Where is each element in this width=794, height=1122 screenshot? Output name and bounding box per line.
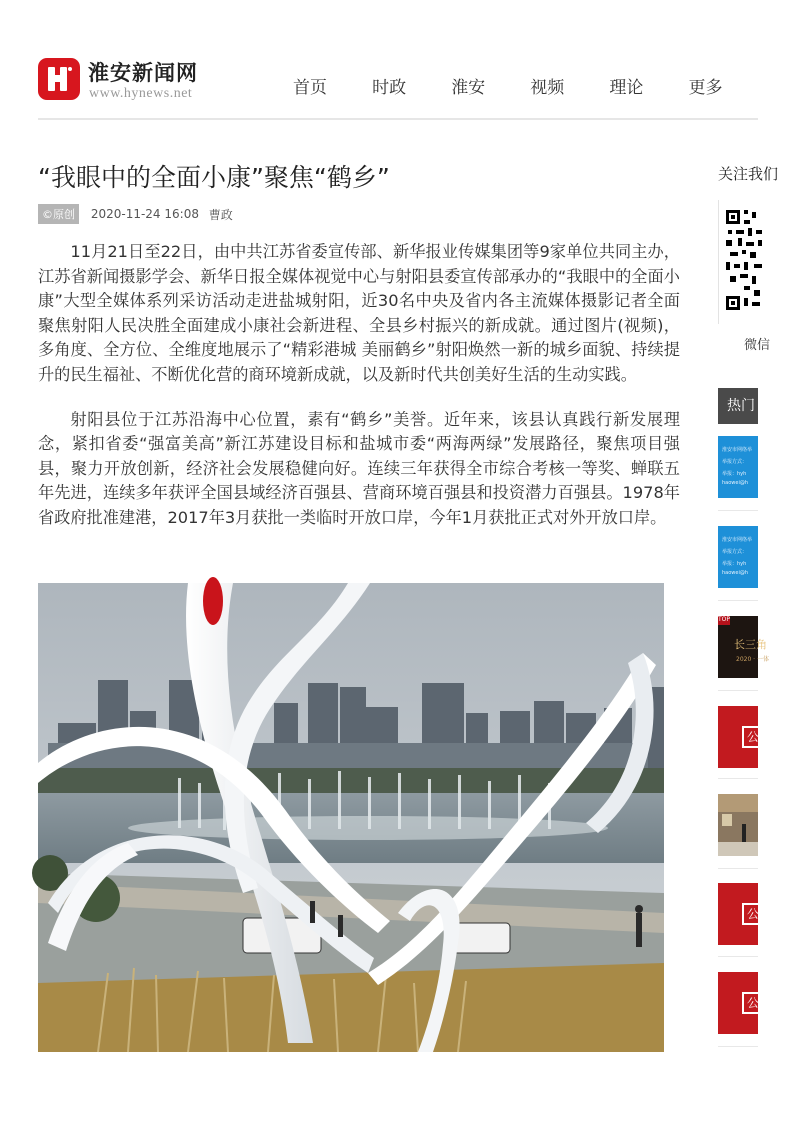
hot-item-caption: 举报：hyh — [722, 561, 747, 567]
follow-us-title: 关注我们 — [718, 165, 779, 183]
divider — [718, 600, 758, 601]
hot-item-thumbnail[interactable] — [718, 972, 758, 1034]
poster-tag: TOP — [718, 616, 731, 623]
site-header — [38, 52, 758, 120]
nav-item-politics[interactable]: 时政 — [372, 78, 407, 98]
header-divider — [38, 118, 758, 120]
hot-item-caption: 举报：hyh — [722, 471, 747, 477]
sidebar — [718, 150, 779, 1090]
hot-item-caption: 举报方式： — [722, 459, 748, 465]
hot-item-caption: haowei@h — [722, 480, 749, 486]
seal-icon: 公 — [742, 992, 764, 1014]
hot-item-thumbnail[interactable] — [718, 526, 758, 588]
divider — [718, 1046, 758, 1047]
divider — [718, 956, 758, 957]
nav-item-home[interactable]: 首页 — [293, 78, 327, 98]
seal-icon: 公 — [742, 726, 764, 748]
hot-item-caption: haowei@h — [722, 570, 749, 576]
original-badge: ©原创 — [38, 204, 79, 224]
site-url: www.hynews.net — [89, 86, 193, 101]
publish-date: 2020-11-24 16:08 — [90, 207, 199, 221]
hot-item-caption: 淮安市网络举 — [722, 537, 753, 543]
nav-item-huaian[interactable]: 淮安 — [451, 78, 486, 98]
author-name: 曹政 — [208, 207, 233, 222]
article — [38, 160, 680, 531]
qr-divider — [718, 200, 719, 324]
article-photo — [38, 583, 664, 1052]
hot-item-thumbnail[interactable] — [718, 794, 758, 856]
site-logo-icon[interactable] — [38, 58, 80, 100]
divider — [718, 510, 758, 511]
hot-item-thumbnail[interactable] — [718, 706, 758, 768]
article-paragraph: 射阳县位于江苏沿海中心位置，素有“鹤乡”美誉。近年来，该县认真践行新发展理念，紧扣省委“强富美高”新江苏建设目标和盐城市委“两海两绿”发展路径，聚焦项目强县，聚力开放创新，经济社会发展稳健向好。连续三年获得全市综合考核一等奖、蝉联五年先进，连续多年获评全国县域经济百强县、营商环境百强县和投资潜力百强县。1978年省政府批准建港，2017年3月获批一类临时开放口岸，今年1月获批正式对外开放口岸。 — [38, 409, 680, 527]
article-title: “我眼中的全面小康”聚焦“鹤乡” — [38, 163, 390, 192]
tab-hot[interactable]: 热门 — [718, 388, 758, 424]
divider — [718, 868, 758, 869]
article-meta — [38, 204, 680, 226]
article-paragraph: 11月21日至22日，由中共江苏省委宣传部、新华报业传媒集团等9家单位共同主办，江苏省新闻摄影学会、新华日报全媒体视觉中心与射阳县委宣传部承办的“我眼中的全面小康”大型全媒体系列采访活动走进盐城射阳，近30名中央及省内各主流媒体摄影记者全面聚焦射阳人民决胜全面建成小康社会新进程、全县乡村振兴的新成就。通过图片(视频)，多角度、全方位、全维度地展示了“精彩港城 美丽鹤乡”射阳焕然一新的城乡面貌、持续提升的民生福祉、不断优化营的商环境新成就，以及新时代共创美好生活的生动实践。 — [38, 242, 680, 384]
poster-title: 长三角 — [734, 638, 767, 651]
poster-subtitle: 2020 · 一体 — [736, 656, 769, 663]
nav-item-more[interactable]: 更多 — [688, 78, 723, 98]
qr-code-icon — [724, 206, 764, 316]
hot-item-caption: 淮安市网络举 — [722, 447, 753, 453]
divider — [718, 690, 758, 691]
nav-item-video[interactable]: 视频 — [530, 78, 565, 98]
divider — [718, 778, 758, 779]
hot-item-thumbnail[interactable] — [718, 616, 769, 678]
seal-icon: 公 — [742, 903, 764, 925]
main-nav — [293, 73, 762, 98]
hot-item-caption: 举报方式： — [722, 549, 748, 555]
site-name[interactable]: 淮安新闻网 — [88, 60, 198, 85]
hot-item-thumbnail[interactable] — [718, 883, 758, 945]
weixin-label: 微信 — [744, 338, 771, 353]
room-photo-icon — [718, 794, 758, 856]
hot-item-thumbnail[interactable] — [718, 436, 758, 498]
nav-item-theory[interactable]: 理论 — [609, 78, 644, 98]
